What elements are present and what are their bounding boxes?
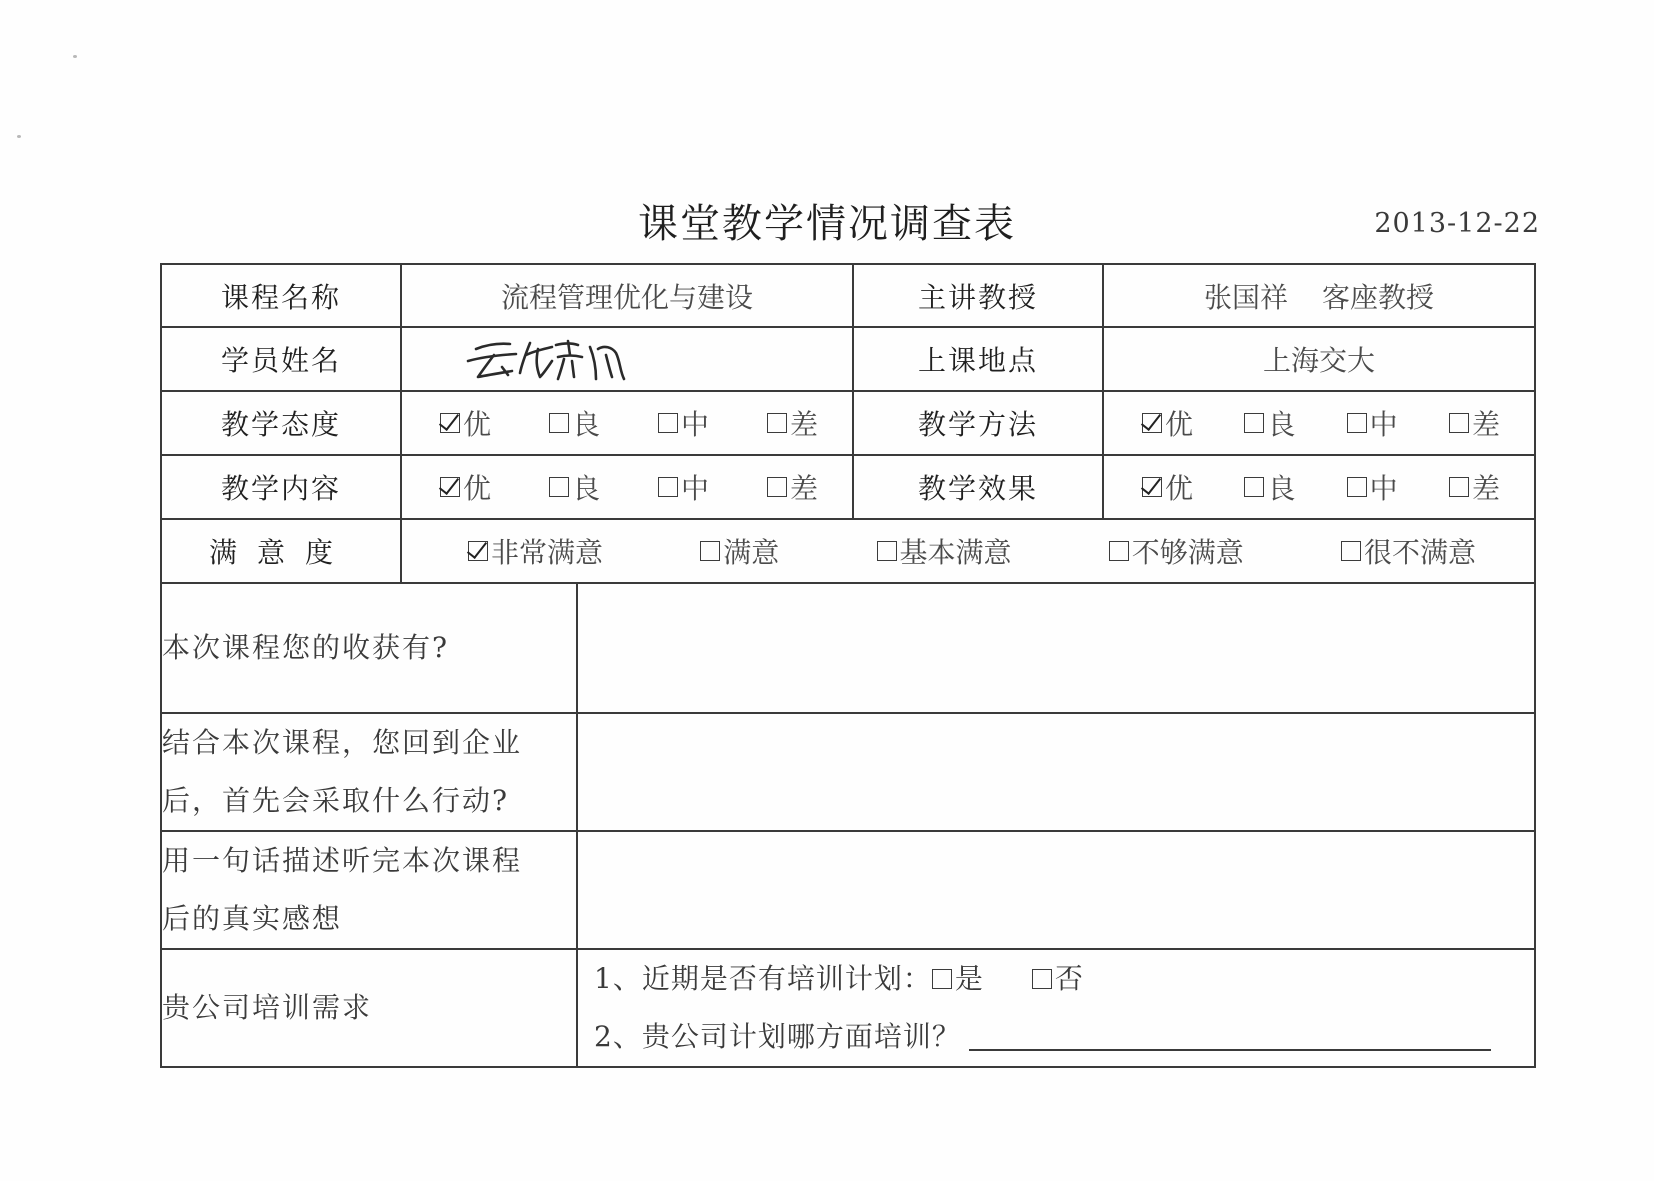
checkbox-icon [932,969,952,989]
course-name-value: 流程管理优化与建设 [401,264,853,327]
method-option-fair[interactable]: 中 [1347,403,1398,443]
scan-speck [17,135,21,138]
satisfaction-satisfied[interactable]: 满意 [700,531,779,571]
training-plan-question: 1、近期是否有培训计划： [594,962,932,995]
course-name-label: 课程名称 [161,264,401,327]
checkbox-icon [1347,477,1367,497]
satisfaction-options [401,519,1535,583]
question-action-line1: 结合本次课程，您回到企业 [162,726,523,759]
effect-option-poor[interactable]: 差 [1449,467,1500,507]
question-action [161,713,577,831]
table-row [161,949,1535,1067]
table-row [161,831,1535,949]
checkbox-icon [658,413,678,433]
checked-box-icon [440,413,460,433]
table-row [161,264,1535,327]
effect-option-fair[interactable]: 中 [1347,467,1398,507]
checkbox-icon [1449,413,1469,433]
checkbox-icon [767,413,787,433]
attitude-option-excellent[interactable]: 优 [440,403,491,443]
checkbox-icon [877,541,897,561]
satisfaction-label: 满意度 [161,519,401,583]
training-needs-cell [577,949,1535,1067]
attitude-option-fair[interactable]: 中 [658,403,709,443]
checkbox-icon [549,477,569,497]
question-feeling-line2: 后的真实感想 [162,902,343,935]
training-area-question: 2、贵公司计划哪方面培训？ [594,1020,961,1053]
professor-title: 客座教授 [1322,280,1435,314]
form-title: 课堂教学情况调查表 [638,201,1016,247]
training-area-line [578,1008,1534,1066]
checkbox-icon [1341,541,1361,561]
table-row [161,583,1535,713]
form-date: 2013-12-22 [1374,208,1540,239]
table-row [161,327,1535,391]
attitude-label: 教学态度 [161,391,401,455]
method-label: 教学方法 [853,391,1103,455]
checkbox-icon [700,541,720,561]
checked-box-icon [1142,477,1162,497]
checked-box-icon [468,541,488,561]
checkbox-icon [1244,477,1264,497]
checked-box-icon [1142,413,1162,433]
training-plan-yes[interactable]: 是 [932,950,984,1008]
method-option-good[interactable]: 良 [1244,403,1295,443]
training-area-blank[interactable] [969,1023,1491,1051]
handwritten-signature [464,333,654,385]
checked-box-icon [440,477,460,497]
effect-option-excellent[interactable]: 优 [1142,467,1193,507]
effect-option-good[interactable]: 良 [1244,467,1295,507]
checkbox-icon [549,413,569,433]
scan-speck [73,55,77,58]
location-label: 上课地点 [853,327,1103,391]
answer-action[interactable] [577,713,1535,831]
satisfaction-basically-satisfied[interactable]: 基本满意 [877,531,1012,571]
checkbox-icon [1449,477,1469,497]
table-row [161,455,1535,519]
method-options [1103,391,1535,455]
answer-gain[interactable] [577,583,1535,713]
effect-label: 教学效果 [853,455,1103,519]
satisfaction-very-unsatisfied[interactable]: 很不满意 [1341,531,1476,571]
training-needs-label: 贵公司培训需求 [161,949,577,1067]
satisfaction-not-satisfied[interactable]: 不够满意 [1109,531,1244,571]
method-option-excellent[interactable]: 优 [1142,403,1193,443]
professor-value [1103,264,1535,327]
checkbox-icon [1032,969,1052,989]
professor-label: 主讲教授 [853,264,1103,327]
answer-feeling[interactable] [577,831,1535,949]
content-option-good[interactable]: 良 [549,467,600,507]
attitude-option-poor[interactable]: 差 [767,403,818,443]
attitude-option-good[interactable]: 良 [549,403,600,443]
content-option-poor[interactable]: 差 [767,467,818,507]
content-option-fair[interactable]: 中 [658,467,709,507]
student-signature-cell [401,327,853,391]
satisfaction-very-satisfied[interactable]: 非常满意 [468,531,603,571]
table-row [161,519,1535,583]
question-gain: 本次课程您的收获有? [161,583,577,713]
checkbox-icon [767,477,787,497]
checkbox-icon [1347,413,1367,433]
question-feeling [161,831,577,949]
student-name-label: 学员姓名 [161,327,401,391]
checkbox-icon [658,477,678,497]
question-action-line2: 后，首先会采取什么行动? [162,784,510,817]
table-row [161,391,1535,455]
content-label: 教学内容 [161,455,401,519]
checkbox-icon [1244,413,1264,433]
content-option-excellent[interactable]: 优 [440,467,491,507]
method-option-poor[interactable]: 差 [1449,403,1500,443]
location-value: 上海交大 [1103,327,1535,391]
content-options [401,455,853,519]
training-plan-no[interactable]: 否 [1032,950,1084,1008]
question-feeling-line1: 用一句话描述听完本次课程 [162,844,523,877]
checkbox-icon [1109,541,1129,561]
attitude-options [401,391,853,455]
effect-options [1103,455,1535,519]
table-row [161,713,1535,831]
training-plan-line [578,950,1534,1008]
professor-name: 张国祥 [1204,280,1289,314]
survey-table [160,263,1536,1068]
